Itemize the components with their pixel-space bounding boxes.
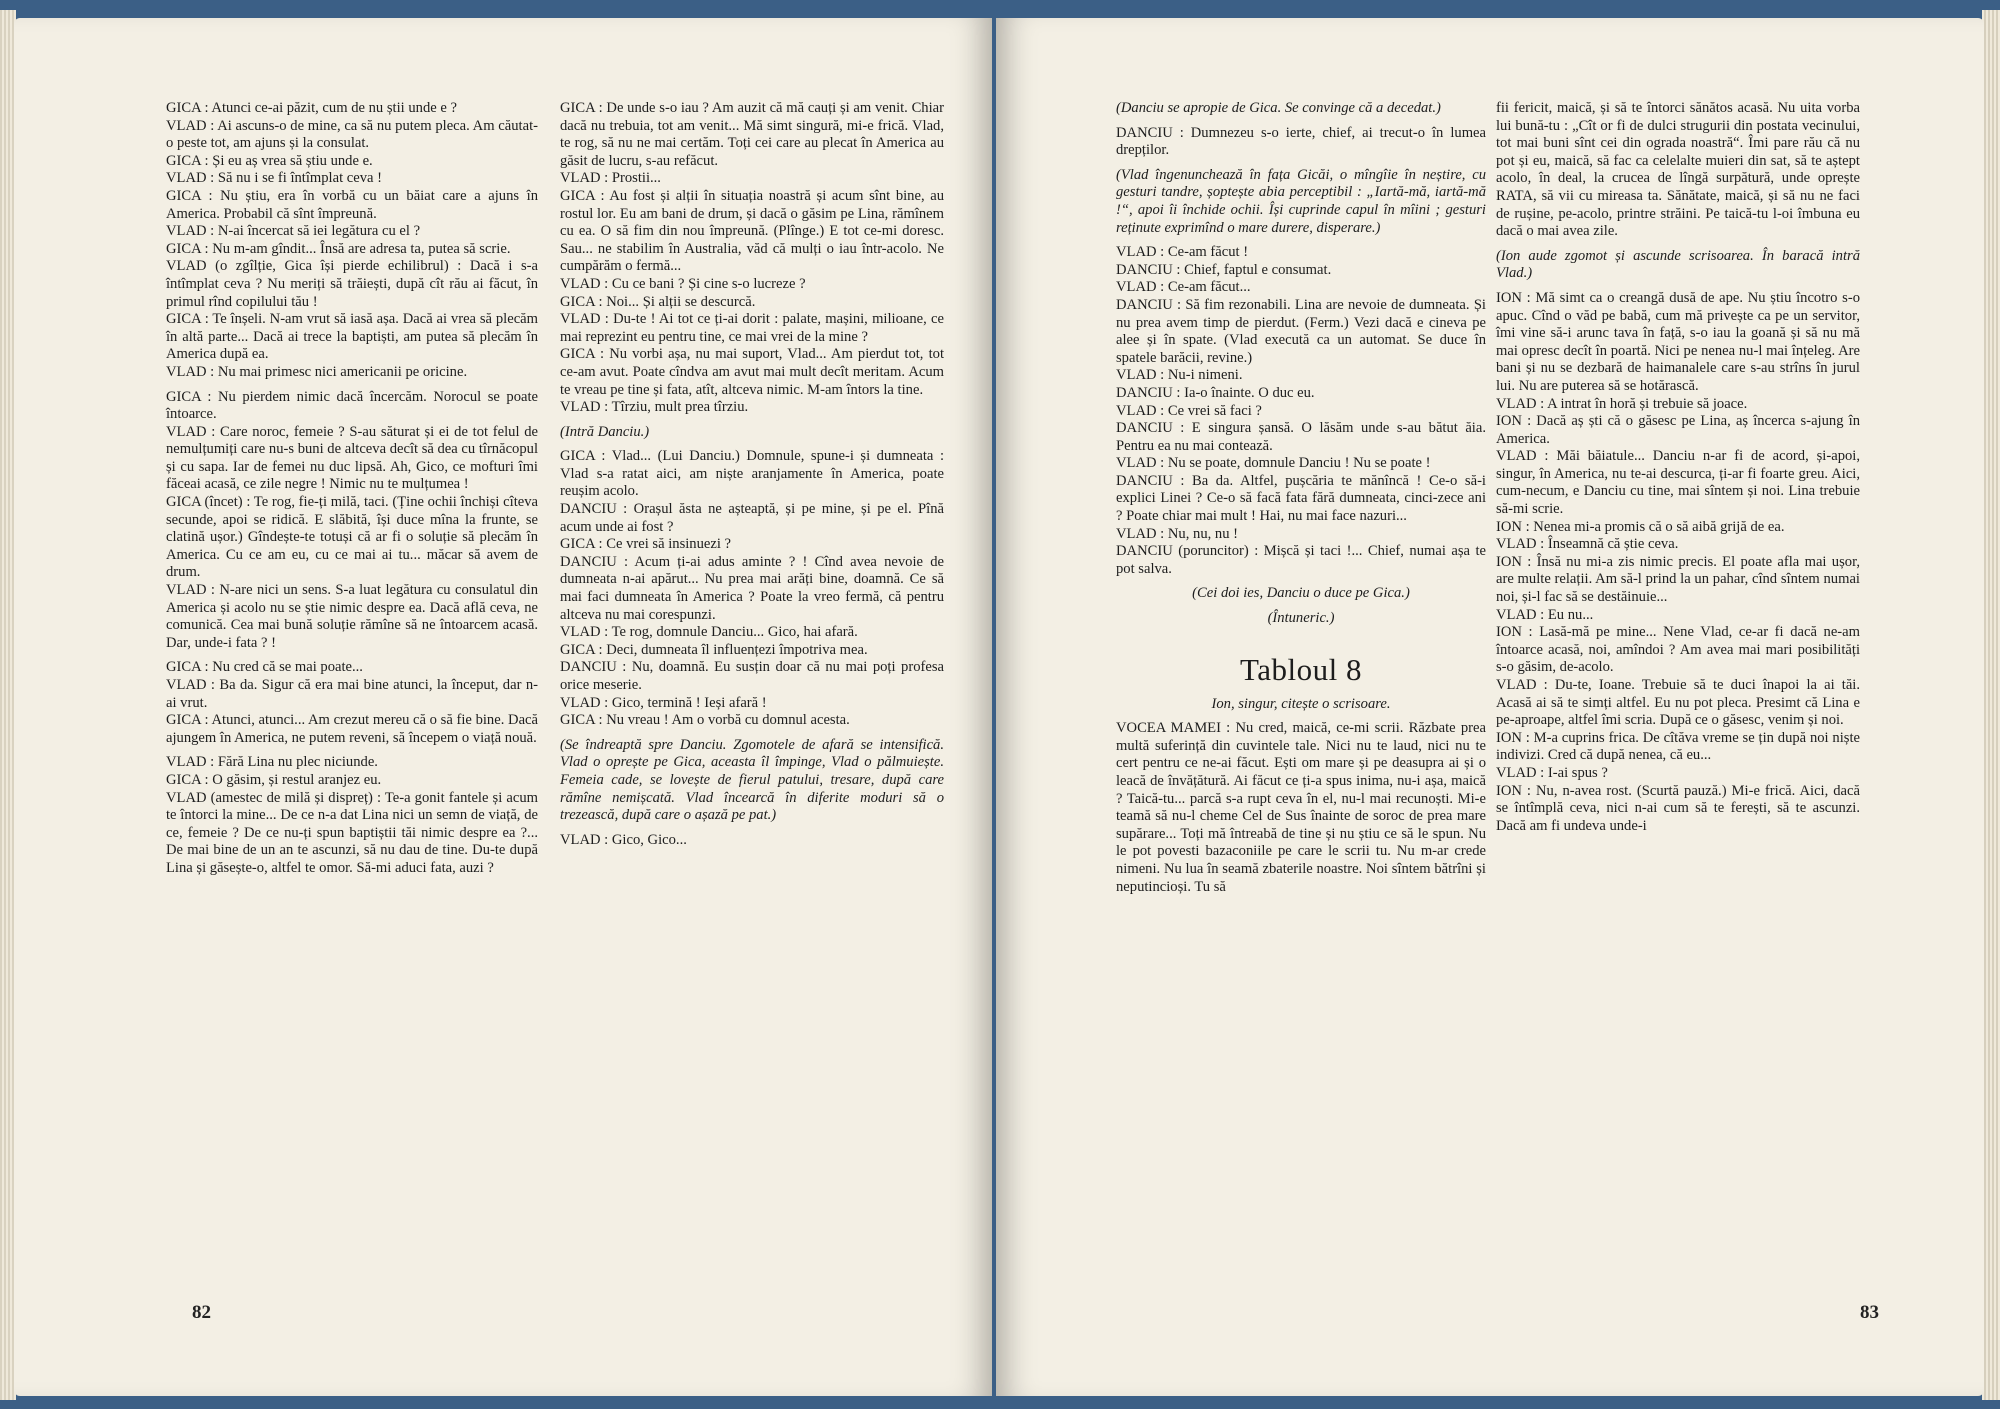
paragraph: VLAD : Fără Lina nu plec niciunde. [166, 754, 378, 771]
paragraph: GICA : Atunci, atunci... Am crezut mereu că o să fie bine. Dacă ajungem în America, ne putem reveni, să începem o viață nouă. [166, 712, 538, 746]
paragraph: VOCEA MAMEI : Nu cred, maică, ce-mi scrii. Răzbate prea multă suferință din cuvintele tale. Nici nu te laud, nici nu te cert pentru ce ne-ai făcut. Ești om mare și pe deasupra ai și o leacă de învățătură. Ai făcut ce ți-a spus inima, nu-i așa, maică ? Taică-tu... parcă s-a rupt ceva în el, nu-l mai recunoști. Mi-e teamă să nu-l cheme Cel de Sus înainte de soroc de prea mare supărare... Toți mă întreabă de tine și nu știu ce să le spun. Nu le pot povesti bazaconiile pe care le scrii tu. Nu m-ar crede nimeni. Nu lua în seamă zbaterile noastre. Noi sîntem bătrîni și neputincioși. Tu să [1116, 720, 1486, 895]
paragraph: VLAD : N-ai încercat să iei legătura cu el ? [166, 223, 421, 240]
paragraph: GICA : Nu vreau ! Am o vorbă cu domnul acesta. [560, 712, 850, 729]
paragraph: VLAD : Care noroc, femeie ? S-au săturat și ei de tot felul de nemulțumiți care nu-s buni de altceva decît să dea cu tîrnăcopul și cu sapa. Iar de femei nu duc lipsă. Ah, Gico, ce mofturi îmi făceai acasă, ce zile negre ! Nimic nu te mulțumea ! [166, 423, 538, 493]
paragraph: VLAD : Cu ce bani ? Și cine s-o lucreze ? [560, 275, 806, 292]
paragraph: ION : Dacă aș ști că o găsesc pe Lina, aș încerca s-ajung în America. [1496, 413, 1860, 447]
paragraph: DANCIU : Dumnezeu s-o ierte, chief, ai trecut-o în lumea drepților. [1116, 124, 1486, 159]
paragraph: DANCIU : Să fim rezonabili. Lina are nevoie de dumneata. Și nu prea avem timp de pierdut. (Ferm.) Vezi dacă e cineva pe alee și în spate. (Vlad execută ca un automat. Se duce în spatele barăcii, revine.) [1116, 296, 1486, 366]
paragraph: VLAD : Eu nu... [1496, 606, 1594, 623]
left-page-column-2 [560, 100, 944, 849]
paragraph: VLAD : Înseamnă că știe ceva. [1496, 536, 1679, 553]
paragraph: VLAD : Tîrziu, mult prea tîrziu. [560, 399, 749, 416]
paragraph: VLAD : Ce-am făcut ! [1116, 244, 1249, 261]
right-page-edges [1982, 10, 2000, 1400]
paragraph: VLAD (amestec de milă și dispreț) : Te-a gonit fantele și acum te întorci la mine... De ce n-a dat Lina nici un semn de viață, de ce, femeie ? De ce nu-ți spun baptiștii tăi nimic despre ea ?... De mai bine de un an te ascunzi, să nu dau de tine. Du-te după Lina și găsește-o, altfel te omor. Să-mi aduci fata, auzi ? [166, 789, 538, 876]
paragraph: VLAD : Nu, nu, nu ! [1116, 525, 1239, 542]
paragraph: GICA : Au fost și alții în situația noastră și acum sînt bine, au rostul lor. Eu am bani de drum, și dacă o găsim pe Lina, rămînem cu ea. O să fim din nou împreună. (Plînge.) E tot ce-mi doresc. Sau... ne stabilim în Australia, văd că mulți o iau într-acolo. Ne cumpărăm o fermă... [560, 187, 944, 275]
paragraph: GICA (încet) : Te rog, fie-ți milă, taci. (Ține ochii închiși cîteva secunde, apoi se ridică. E slăbită, își duce mîna la frunte, se clatină ușor.) Gîndește-te totuși că ar fi o soluție să plecăm în America. Cu ce am eu, cu ce mai ai tu... măcar să avem de drum. [166, 494, 538, 581]
paragraph: DANCIU (poruncitor) : Mișcă și taci !... Chief, numai așa te pot salva. [1116, 543, 1486, 577]
paragraph: GICA : Nu cred că se mai poate... [166, 659, 363, 676]
paragraph: ION : Nenea mi-a promis că o să aibă grijă de ea. [1496, 518, 1785, 535]
paragraph: GICA : Deci, dumneata îl influențezi împotriva mea. [560, 641, 868, 658]
paragraph: VLAD : Nu se poate, domnule Danciu ! Nu se poate ! [1116, 455, 1431, 472]
paragraph: VLAD : I-ai spus ? [1496, 764, 1608, 781]
paragraph: VLAD : Să nu i se fi întîmplat ceva ! [166, 170, 383, 187]
stage-direction: (Ion aude zgomot și ascunde scrisoarea. În baracă intră Vlad.) [1496, 247, 1860, 282]
paragraph: GICA : Și eu aș vrea să știu unde e. [166, 152, 373, 169]
stage-direction: (Vlad îngenunchează în fața Gicăi, o mîngîie în neștire, cu gesturi tandre, șoptește abia perceptibil : „Iartă-mă, iartă-mă !“, apoi îi închide ochii. Își cuprinde capul în mîini ; gesturi reținute exprimînd o mare durere, disperare.) [1116, 166, 1486, 236]
stage-direction: Ion, singur, citește o scrisoare. [1211, 695, 1391, 712]
paragraph: VLAD : Te rog, domnule Danciu... Gico, hai afară. [560, 624, 858, 641]
paragraph: GICA : Vlad... (Lui Danciu.) Domnule, spune-i și dumneata : Vlad s-a ratat aici, am niște aranjamente în America, poate reușim acolo. [560, 448, 944, 500]
paragraph: ION : Lasă-mă pe mine... Nene Vlad, ce-ar fi dacă ne-am întoarce acasă, noi, amîndoi ? Am avea mai mari posibilități s-o găsim, de-acolo. [1496, 624, 1860, 676]
paragraph: DANCIU : Acum ți-ai adus aminte ? ! Cînd avea nevoie de dumneata n-ai apărut... Nu prea mai arăți bine, doamnă. Ce să mai faci dumneata în America ? Poate la vreo fermă, că pentru altceva nu mai corespunzi. [560, 553, 944, 623]
paragraph: DANCIU : Nu, doamnă. Eu susțin doar că nu mai poți profesa orice meserie. [560, 659, 944, 693]
paragraph: VLAD : Nu-i nimeni. [1116, 367, 1243, 384]
right-page-column-2 [1496, 100, 1860, 835]
stage-direction: (Se îndreaptă spre Danciu. Zgomotele de afară se intensifică. Vlad o oprește pe Gica, aceasta îl împinge, Vlad o pălmuiește. Femeia cade, se lovește de fierul patului, tresare, după care rămîne nemișcată. Vlad încearcă în diferite moduri să o trezească, după care o așază pe pat.) [560, 736, 944, 824]
paragraph: GICA : Nu pierdem nimic dacă încercăm. Norocul se poate întoarce. [166, 388, 538, 423]
paragraph: VLAD : Gico, termină ! Ieși afară ! [560, 694, 767, 711]
left-page [14, 18, 992, 1396]
paragraph: GICA : Nu m-am gîndit... Însă are adresa ta, putea să scrie. [166, 240, 511, 257]
page-number: 83 [1860, 1302, 1879, 1323]
paragraph: VLAD : Ba da. Sigur că era mai bine atunci, la început, dar n-ai vrut. [166, 677, 538, 711]
section-heading: Tabloul 8 [1239, 651, 1362, 687]
paragraph: DANCIU : Chief, faptul e consumat. [1116, 261, 1332, 278]
paragraph: GICA : Nu știu, era în vorbă cu un băiat care a ajuns în America. Probabil că sînt împreună. [166, 187, 538, 222]
paragraph: VLAD : Ai ascuns-o de mine, ca să nu putem pleca. Am căutat-o peste tot, am ajuns și la consulat. [166, 117, 538, 152]
paragraph: GICA : Noi... Și alții se descurcă. [560, 293, 756, 310]
paragraph: GICA : Ce vrei să insinuezi ? [560, 536, 732, 553]
right-page [996, 18, 1984, 1396]
paragraph: GICA : Nu vorbi așa, nu mai suport, Vlad... Am pierdut tot, tot ce-am avut. Poate cîndva am avut mai mult decît meritam. Acum te vreau pe tine și fata, atît, altceva nimic. M-am întors la tine. [560, 346, 944, 398]
paragraph: VLAD : Ce-am făcut... [1116, 279, 1251, 296]
paragraph: fii fericit, maică, și să te întorci sănătos acasă. Nu uita vorba lui bună-tu : „Cît or fi de dulci strugurii din postata vecinului, tot mai buni sînt cei din ograda noastră“. Îmi pare rău că nu pot și eu, maică, să fac ca celelalte muieri din sat, să te aștept acolo, în deal, la crucea de lîngă surpătură, unde oprește RATA, să vii cu mireasa ta. Sănătate, maică, și să nu ne faci de rușine, pe-acolo, printre străini. Pe taică-tu l-oi îmbuna eu dacă o mai avea zile. [1496, 100, 1860, 240]
paragraph: ION : M-a cuprins frica. De cîtăva vreme se țin după noi niște indivizi. Cred că după nenea, că eu... [1496, 729, 1860, 764]
paragraph: ION : Însă nu mi-a zis nimic precis. El poate afla mai ușor, are multe relații. Am să-l prind la un pahar, cînd sîntem numai noi, și-l fac să se destăinuie... [1496, 553, 1860, 606]
paragraph: DANCIU : Ia-o înainte. O duc eu. [1116, 384, 1315, 401]
left-page-column-1 [166, 100, 538, 878]
paragraph: ION : Mă simt ca o creangă dusă de ape. Nu știu încotro s-o apuc. Cînd o văd pe babă, cum mă privește ca pe un servitor, îmi vine să-i arunc tava în față, s-o iau la goană și să nu mă mai opresc decît în poartă. Nici pe nenea nu-l mai înțeleg. Are bani și nu se dezbară de haimanalele care s-au strîns în jurul lui. Nu are puterea să se hotărască. [1496, 289, 1860, 394]
paragraph: VLAD (o zgîlție, Gica își pierde echilibrul) : Dacă i s-a întîmplat ceva ? Nu meriți să trăiești, după cît rău ai făcut, în primul rînd copilului tău ! [166, 258, 538, 310]
paragraph: GICA : O găsim, și restul aranjez eu. [166, 771, 382, 788]
paragraph: VLAD : Du-te ! Ai tot ce ți-ai dorit : palate, mașini, milioane, ce mai reprezint eu pentru tine, ce mai vrei de la mine ? [560, 311, 944, 345]
paragraph: GICA : Atunci ce-ai păzit, cum de nu știi unde e ? [166, 100, 457, 116]
paragraph: VLAD : A intrat în horă și trebuie să joace. [1496, 395, 1748, 412]
paragraph: ION : Nu, n-avea rost. (Scurtă pauză.) Mi-e frică. Aici, dacă se întîmplă ceva, nici n-ai cum să te ferești, să te ascunzi. Dacă am fi undeva unde-i [1496, 782, 1860, 834]
stage-direction: (Cei doi ies, Danciu o duce pe Gica.) [1192, 585, 1410, 602]
paragraph: VLAD : N-are nici un sens. S-a luat legătura cu consulatul din America și acolo nu se știe nimic despre ea. Dacă află ceva, ne comunică. Cea mai bună soluție rămîne să ne întoarcem acasă. Dar, unde-i fata ? ! [166, 582, 538, 651]
stage-direction: (Întuneric.) [1267, 610, 1335, 627]
paragraph: VLAD : Prostii... [560, 170, 661, 187]
paragraph: DANCIU : Orașul ăsta ne așteaptă, și pe mine, și pe el. Pînă acum unde ai fost ? [560, 501, 944, 535]
paragraph: DANCIU : Ba da. Altfel, pușcăria te mănîncă ! Ce-o să-i explici Linei ? Ce-o să facă fata fără dumneata, cinci-zece ani ? Poate chiar mai mult ! Hai, nu mai face nazuri... [1116, 472, 1486, 525]
paragraph: DANCIU : E singura șansă. O lăsăm unde s-au bătut ăia. Pentru ea nu mai contează. [1116, 420, 1486, 454]
stage-direction: (Danciu se apropie de Gica. Se convinge că a decedat.) [1116, 100, 1441, 116]
stage-direction: (Intră Danciu.) [560, 423, 650, 440]
paragraph: GICA : Te înșeli. N-am vrut să iasă așa. Dacă ai vrea să plecăm în altă parte... Dacă ai trece la baptiști, am putea să plecăm în America după ea. [166, 311, 538, 363]
paragraph: VLAD : Nu mai primesc nici americanii pe oricine. [166, 363, 468, 380]
paragraph: VLAD : Gico, Gico... [560, 831, 687, 848]
paragraph: GICA : De unde s-o iau ? Am auzit că mă cauți și am venit. Chiar dacă nu trebuia, tot am venit... Mă simt singură, mi-e frică. Vlad, te rog, să nu ne mai certăm. Toți cei care au plecat în America au găsit de lucru, s-au refăcut. [560, 100, 944, 169]
paragraph: VLAD : Du-te, Ioane. Trebuie să te duci înapoi la ai tăi. Acasă ai să te simți altfel. Eu nu pot pleca. Presimt că Lina e pe-aproape, altfel îmi scria. După ce o găsesc, venim și noi. [1496, 677, 1860, 729]
paragraph: VLAD : Măi băiatule... Danciu n-ar fi de acord, și-apoi, singur, în America, nu te-ai descurca, ți-ar fi foarte greu. Aici, cum-necum, e Danciu cu tine, mai sîntem și noi. Lina trebuie să-mi scrie. [1496, 448, 1860, 518]
page-number: 82 [192, 1302, 211, 1323]
paragraph: VLAD : Ce vrei să faci ? [1116, 402, 1262, 419]
right-page-column-1 [1116, 100, 1486, 896]
